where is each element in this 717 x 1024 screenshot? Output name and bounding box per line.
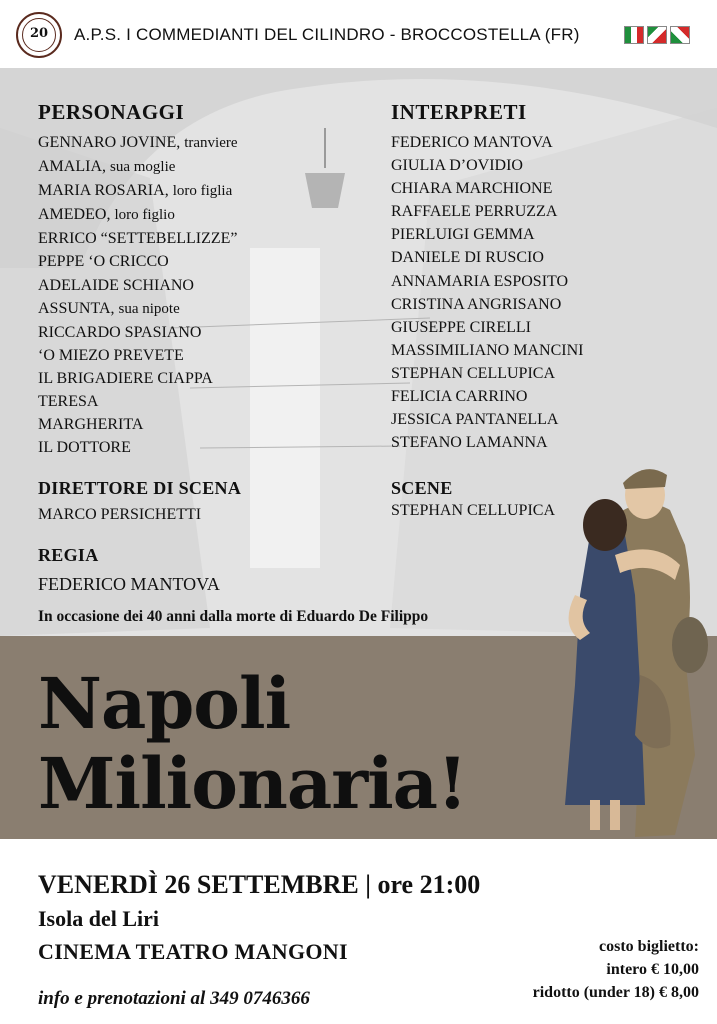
character-name: ERRICO “SETTEBELLIZZE” — [38, 230, 238, 248]
character-role: sua moglie — [110, 159, 176, 176]
occasion-note: In occasione dei 40 anni dalla morte di Eduardo De Filippo — [38, 608, 429, 625]
booking-info: info e prenotazioni al 349 0746366 — [38, 988, 310, 1009]
actors-list — [391, 131, 583, 454]
actor-item: CHIARA MARCHIONE — [391, 180, 553, 198]
title-line-2: Milionaria! — [38, 742, 467, 825]
actor-item: RAFFAELE PERRUZZA — [391, 203, 558, 221]
ticket-prices — [533, 935, 699, 1004]
character-name: ASSUNTA, — [38, 299, 115, 317]
actor-item: ANNAMARIA ESPOSITO — [391, 272, 569, 290]
character-name: GENNARO JOVINE, — [38, 134, 181, 151]
character-item — [38, 274, 238, 297]
character-item — [38, 297, 238, 321]
event-date-time: VENERDÌ 26 SETTEMBRE | ore 21:00 — [38, 870, 481, 899]
character-item — [38, 227, 238, 250]
character-role: loro figlio — [114, 207, 175, 224]
character-role: sua nipote — [118, 300, 180, 317]
organization-title: A.P.S. I COMMEDIANTI DEL CILINDRO - BROCCOSTELLA (FR) — [74, 25, 580, 44]
ticket-price-reduced: ridotto (under 18) € 8,00 — [532, 984, 699, 1001]
character-item — [38, 131, 238, 155]
actor-item: STEFANO LAMANNA — [391, 434, 548, 452]
character-name: MARGHERITA — [38, 416, 144, 434]
poster-header — [0, 0, 717, 68]
stage-director-heading: DIRETTORE DI SCENA — [38, 478, 242, 498]
character-name: RICCARDO SPASIANO — [38, 323, 202, 341]
character-item — [38, 390, 238, 413]
stage-director-name: MARCO PERSICHETTI — [38, 506, 202, 523]
actor-item: GIULIA D’OVIDIO — [391, 157, 523, 175]
ticket-price-heading: costo biglietto: — [599, 938, 699, 955]
flag-badge-icon — [624, 26, 644, 44]
actor-item: STEPHAN CELLUPICA — [391, 364, 556, 382]
character-item — [38, 250, 238, 273]
characters-list — [38, 131, 238, 459]
actor-item: FEDERICO MANTOVA — [391, 134, 553, 151]
character-item — [38, 436, 238, 459]
character-name: ‘O MIEZO PREVETE — [38, 346, 184, 364]
logo-anniversary-number: 20 — [22, 18, 56, 52]
flag-badges — [624, 26, 693, 46]
character-item — [38, 155, 238, 179]
actor-item: MASSIMILIANO MANCINI — [391, 341, 584, 359]
character-item — [38, 321, 238, 344]
actor-item: GIUSEPPE CIRELLI — [391, 318, 531, 336]
character-name: IL BRIGADIERE CIAPPA — [38, 369, 213, 387]
character-role: tranviere — [184, 135, 238, 151]
character-name: IL DOTTORE — [38, 439, 131, 457]
event-city: Isola del Liri — [38, 906, 160, 931]
event-venue: CINEMA TEATRO MANGONI — [38, 939, 348, 964]
character-item — [38, 179, 238, 203]
embracing-couple-illustration — [545, 455, 717, 840]
association-logo — [16, 12, 62, 58]
actors-heading: INTERPRETI — [391, 100, 527, 124]
characters-heading: PERSONAGGI — [38, 100, 185, 124]
character-item — [38, 203, 238, 227]
character-name: ADELAIDE SCHIANO — [38, 276, 194, 294]
actor-item: FELICIA CARRINO — [391, 388, 528, 406]
character-item — [38, 344, 238, 367]
actor-item: JESSICA PANTANELLA — [391, 411, 559, 429]
actor-item: CRISTINA ANGRISANO — [391, 295, 562, 313]
scenes-name: STEPHAN CELLUPICA — [391, 502, 556, 519]
actor-item: PIERLUIGI GEMMA — [391, 226, 535, 244]
character-name: TERESA — [38, 393, 99, 411]
character-name: PEPPE ‘O CRICCO — [38, 253, 169, 271]
actor-item: DANIELE DI RUSCIO — [391, 249, 544, 267]
character-name: MARIA ROSARIA, — [38, 182, 169, 200]
character-item — [38, 413, 238, 436]
character-role: loro figlia — [172, 183, 233, 200]
scenes-heading: SCENE — [391, 478, 453, 498]
direction-name: FEDERICO MANTOVA — [38, 574, 220, 594]
character-name: AMEDEO, — [38, 206, 111, 224]
flag-badge-icon — [670, 26, 690, 44]
title-line-1: Napoli — [38, 662, 291, 745]
character-name: AMALIA, — [38, 158, 106, 176]
flag-badge-icon — [647, 26, 667, 44]
ticket-price-full: intero € 10,00 — [606, 961, 699, 978]
character-item — [38, 367, 238, 390]
direction-heading: REGIA — [38, 545, 99, 565]
